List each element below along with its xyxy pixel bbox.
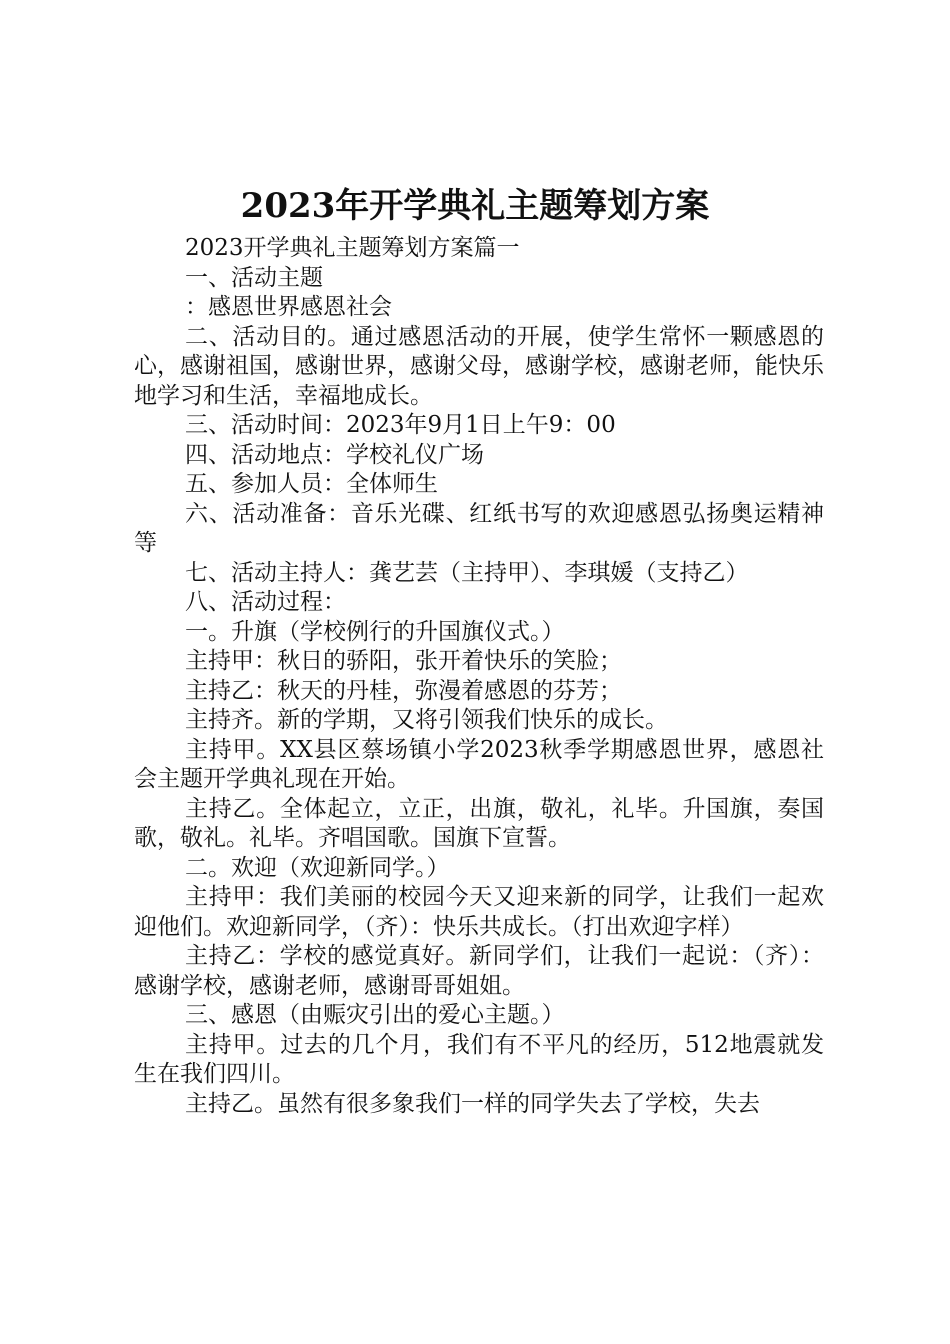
paragraph: 一。升旗（学校例行的升国旗仪式。） xyxy=(185,618,565,645)
paragraph: 主持乙：学校的感觉真好。新同学们，让我们一起说：（齐）：感谢学校，感谢老师，感谢哥哥姐姐。 xyxy=(134,943,824,999)
paragraph: 主持齐。新的学期，又将引领我们快乐的成长。 xyxy=(185,707,668,733)
paragraph: 主持甲：我们美丽的校园今天又迎来新的同学，让我们一起欢迎他们。欢迎新同学，（齐）：快乐共成长。（打出欢迎字样） xyxy=(134,884,824,940)
document-title: 2023年开学典礼主题筹划方案 xyxy=(240,186,710,226)
paragraph: 八、活动过程： xyxy=(185,589,346,615)
paragraph: 主持乙。全体起立，立正，出旗，敬礼，礼毕。升国旗，奏国歌，敬礼。礼毕。齐唱国歌。国旗下宣誓。 xyxy=(134,795,824,851)
paragraph: 主持甲。过去的几个月，我们有不平凡的经历，512地震就发生在我们四川。 xyxy=(134,1031,824,1087)
paragraph: 主持甲。XX县区蔡场镇小学2023秋季学期感恩世界，感恩社会主题开学典礼现在开始。 xyxy=(134,736,824,792)
paragraph: 六、活动准备：音乐光碟、红纸书写的欢迎感恩弘扬奥运精神等 xyxy=(134,500,824,556)
paragraph: 三、感恩（由赈灾引出的爱心主题。） xyxy=(185,1002,565,1028)
paragraph: 四、活动地点：学校礼仪广场 xyxy=(185,441,484,468)
paragraph: 主持乙。虽然有很多象我们一样的同学失去了学校，失去 xyxy=(185,1090,760,1117)
paragraph: 2023开学典礼主题筹划方案篇一 xyxy=(185,235,520,261)
paragraph: ：感恩世界感恩社会 xyxy=(185,294,392,320)
paragraph: 五、参加人员：全体师生 xyxy=(185,471,438,497)
paragraph: 二、活动目的。通过感恩活动的开展，使学生常怀一颗感恩的心，感谢祖国，感谢世界，感谢父母，感谢学校，感谢老师，能快乐地学习和生活，幸福地成长。 xyxy=(134,323,824,409)
paragraph: 主持乙：秋天的丹桂，弥漫着感恩的芬芳； xyxy=(185,677,622,704)
document-body xyxy=(134,234,824,1119)
paragraph: 三、活动时间：2023年9月1日上午9：00 xyxy=(185,412,616,438)
paragraph: 二。欢迎（欢迎新同学。） xyxy=(185,854,450,881)
paragraph: 一、活动主题 xyxy=(185,264,323,291)
paragraph: 七、活动主持人：龚艺芸（主持甲）、李琪媛（支持乙） xyxy=(185,559,749,586)
paragraph: 主持甲：秋日的骄阳，张开着快乐的笑脸； xyxy=(185,648,622,674)
